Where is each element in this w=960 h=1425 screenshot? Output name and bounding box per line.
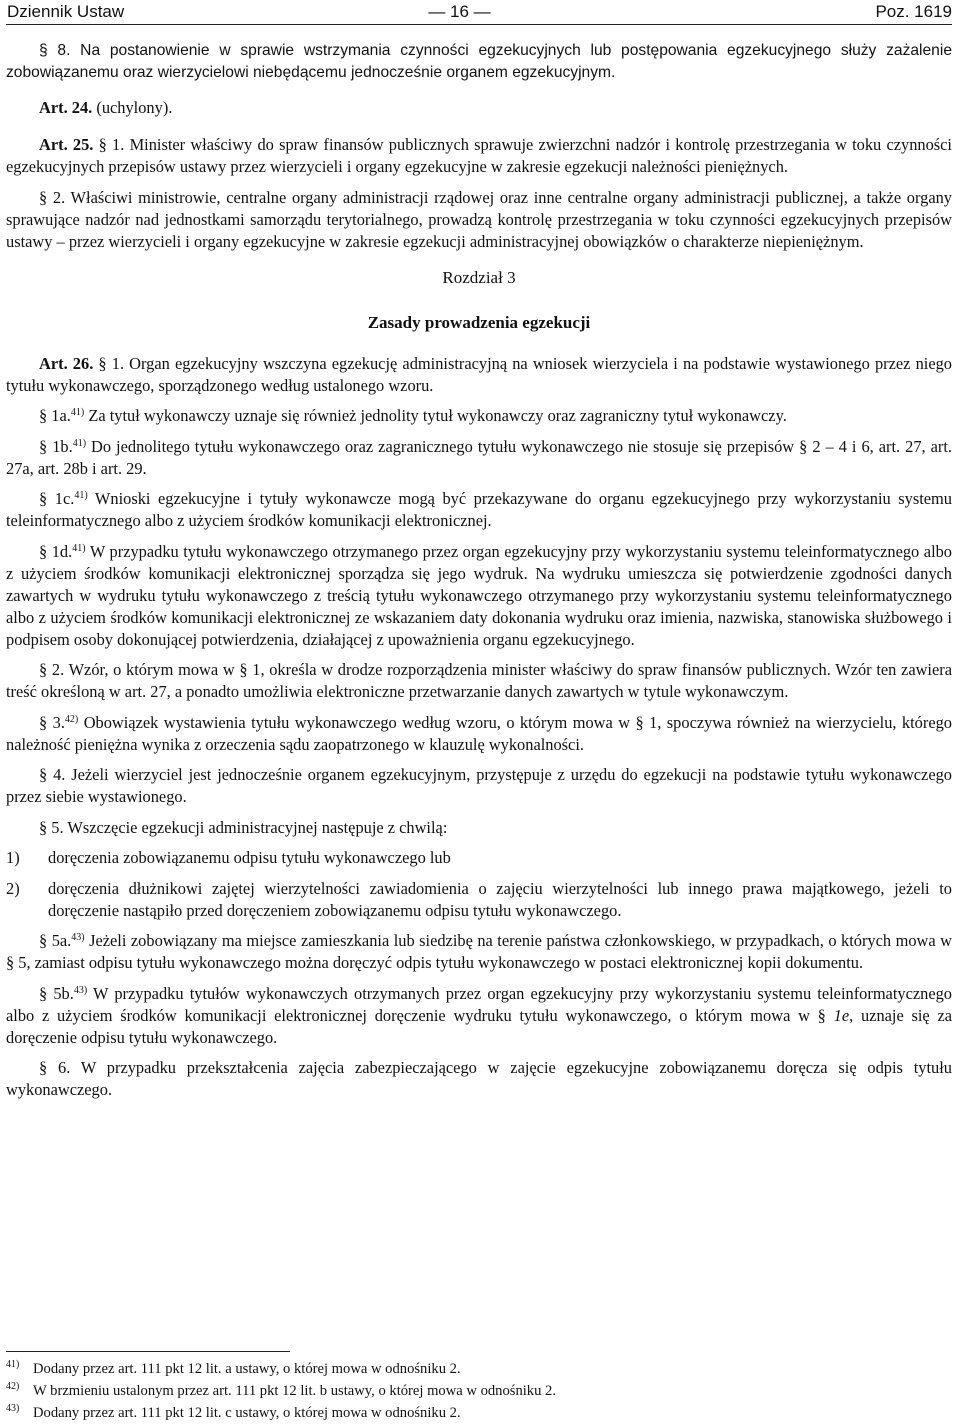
list-item	[6, 847, 952, 869]
chapter-title: Zasady prowadzenia egzekucji	[367, 312, 591, 332]
paragraph-lead: § 1c.	[39, 489, 75, 508]
journal-title: Dziennik Ustaw	[7, 2, 125, 21]
article-label: Art. 26.	[39, 353, 94, 373]
article-label: Art. 24.	[39, 98, 93, 117]
paragraph-lead: § 5a.	[39, 931, 72, 950]
article-26-par-1	[6, 353, 952, 397]
footnote-ref: 43)	[73, 984, 88, 996]
paragraph-text: § 1. Organ egzekucyjny wszczyna egzekucję administracyjną na wniosek wierzyciela i na podstawie wystawionego przez niego tytułu wykonawczego, sporządzonego według ustalonego wzoru.	[6, 353, 952, 395]
footnote-number: 41)	[6, 1359, 20, 1370]
paragraph-text: Obowiązek wystawienia tytułu wykonawczego według wzoru, o którym mowa w § 1, spoczywa również na wierzycielu, którego należność pieniężna wynika z orzeczenia sądu zaopatrzonego w klauzulę wykonalności.	[6, 712, 952, 754]
article-26-par-5: § 5. Wszczęcie egzekucji administracyjnej następuje z chwilą:	[39, 817, 448, 837]
footnote	[6, 1380, 952, 1402]
article-26-par-5a	[6, 930, 952, 974]
paragraph-text: Wnioski egzekucyjne i tytuły wykonawcze mogą być przekazywane do organu egzekucyjnego przy wykorzystaniu systemu teleinformatycznego albo z użyciem środków komunikacji elektronicznej.	[6, 489, 952, 530]
list-item-text: doręczenia dłużnikowi zajętej wierzytelności zawiadomienia o zajęciu wierzytelności lub innego prawa majątkowego, jeżeli to doręczenie nastąpiło przed doręczeniem zobowiązanemu odpisu tytułu wykonawczego.	[48, 878, 952, 920]
page-header	[7, 0, 952, 24]
article-26-par-5b	[6, 983, 952, 1049]
article-25-par-2: § 2. Właściwi ministrowie, centralne organy administracji rządowej oraz inne centralne organy administracji publicznej, a także organy sprawujące nadzór nad jednostkami samorządu terytorialnego, prowadzą kontrolę przestrzegania w toku czynności egzekucyjnych przepisów ustawy – przez wierzycieli i organy egzekucyjne w zakresie egzekucji administracyjnej obowiązków o charakterze niepieniężnym.	[6, 187, 952, 251]
footnote-ref: 41)	[70, 407, 85, 418]
paragraph-text: § 1. Minister właściwy do spraw finansów publicznych sprawuje zwierzchni nadzór i kontrolę przestrzegania w toku czynności egzekucyjnych przepisów ustawy przez wierzycieli i organy egzekucyjne w zakresie egzekucji należności pieniężnych.	[6, 135, 952, 176]
article-label: Art. 25.	[39, 135, 94, 154]
paragraph-text: Za tytuł wykonawczy uznaje się również jednolity tytuł wykonawczy oraz zagraniczny tytuł wykonawczy.	[84, 406, 787, 425]
footnote-rule	[6, 1351, 290, 1352]
document-body	[6, 40, 952, 1110]
footnote-text: W brzmieniu ustalonym przez art. 111 pkt 12 lit. b ustawy, o której mowa w odnośniku 2.	[33, 1383, 556, 1399]
footnote-text: Dodany przez art. 111 pkt 12 lit. a ustawy, o której mowa w odnośniku 2.	[33, 1361, 461, 1377]
paragraph-text: Do jednolitego tytułu wykonawczego oraz zagranicznego tytułu wykonawczego nie stosuje się przepisów § 2 – 4 i 6, art. 27, art. 27a, art. 28b i art. 29.	[6, 436, 952, 478]
article-text: (uchylony).	[92, 98, 173, 117]
paragraph-lead: § 3.	[39, 712, 65, 732]
footnotes	[6, 1358, 952, 1424]
article-26-par-1c	[6, 488, 952, 532]
list-item-text: doręczenia zobowiązanemu odpisu tytułu wykonawczego lub	[48, 848, 451, 867]
footnote-ref: 41)	[72, 542, 86, 554]
footnote-ref: 43)	[71, 932, 85, 943]
article-26-par-6: § 6. W przypadku przekształcenia zajęcia zabezpieczającego w zajęcie egzekucyjne zobowiązanemu doręcza się odpis tytułu wykonawczego.	[6, 1058, 952, 1099]
page-number: — 16 —	[428, 2, 491, 21]
list-item-number: 2)	[6, 878, 20, 898]
article-26-par-3	[6, 712, 952, 756]
paragraph-lead: § 1d.	[39, 541, 73, 561]
article-26-par-4: § 4. Jeżeli wierzyciel jest jednocześnie organem egzekucyjnym, przystępuje z urzędu do egzekucji na podstawie tytułu wykonawczego przez siebie wystawionego.	[6, 765, 952, 806]
article-26-par-2: § 2. Wzór, o którym mowa w § 1, określa w drodze rozporządzenia minister właściwy do spraw finansów publicznych. Wzór ten zawiera treść określoną w art. 27, a ponadto umożliwia elektroniczne przetwarzanie danych zawartych w tytule wykonawczym.	[6, 660, 952, 701]
footnote	[6, 1402, 952, 1424]
article-25-par-1	[6, 134, 952, 178]
paragraph-lead: § 5b.	[39, 983, 74, 1003]
paragraph-text: W przypadku tytułów wykonawczych otrzymanych przez organ egzekucyjny przy wykorzystaniu systemu teleinformatycznego albo z użyciem środków komunikacji elektronicznej doręczenie wydruku tytułu wykonawczego, o którym mowa w §	[6, 983, 952, 1025]
list-item	[6, 878, 952, 922]
article-26-par-1d	[6, 541, 952, 651]
article-26-par-1a	[6, 405, 952, 427]
paragraph-text: Jeżeli zobowiązany ma miejsce zamieszkania lub siedzibę na terenie państwa członkowskiego, w przypadkach, o których mowa w § 5, zamiast odpisu tytułu wykonawczego można doręczyć odpis tytułu wykonawczego w postaci elektronicznej kopii dokumentu.	[6, 931, 952, 972]
chapter-number: Rozdział 3	[442, 267, 516, 287]
footnote-number: 42)	[6, 1381, 20, 1392]
position-number: Poz. 1619	[875, 2, 952, 21]
list-item-number: 1)	[6, 848, 20, 867]
footnote-text: Dodany przez art. 111 pkt 12 lit. c ustawy, o której mowa w odnośniku 2.	[33, 1405, 461, 1421]
article-24	[39, 97, 952, 119]
footnote-ref: 41)	[72, 437, 87, 449]
footnote-ref: 42)	[64, 713, 79, 725]
footnote-number: 43)	[6, 1403, 20, 1414]
paragraph-lead: § 1a.	[39, 406, 71, 425]
paragraph-text: W przypadku tytułu wykonawczego otrzymanego przez organ egzekucyjny przy wykorzystaniu systemu teleinformatycznego albo z użyciem środków komunikacji elektronicznej sporządza się jego wydruk. Na wydruku umieszcza się potwierdzenie zgodności danych zawartych w wydruku tytułu wykonawczego z treścią tytułu wykonawczego otrzymanego przy wykorzystaniu systemu teleinformatycznego albo z użyciem środków komunikacji elektronicznej ze wskazaniem daty dokonania wydruku oraz imienia, nazwiska, stanowiska służbowego i podpisem osoby dokonującej potwierdzenia, działającej z upoważnienia organu egzekucyjnego.	[6, 541, 953, 649]
paragraph-text: , uznaje się za doręczenie odpisu tytułu wykonawczego.	[6, 1005, 952, 1047]
paragraph-8: § 8. Na postanowienie w sprawie wstrzymania czynności egzekucyjnych lub postępowania egzekucyjnego służy zażalenie zobowiązanemu oraz wierzycielowi niebędącemu jednocześnie organem egzekucyjnym.	[6, 42, 952, 81]
italic-reference: 1e	[833, 1005, 850, 1025]
article-26-par-1b	[6, 436, 952, 480]
footnote	[6, 1358, 952, 1380]
paragraph-lead: § 1b.	[39, 436, 73, 456]
header-rule	[6, 24, 952, 25]
footnote-ref: 41)	[74, 490, 88, 501]
